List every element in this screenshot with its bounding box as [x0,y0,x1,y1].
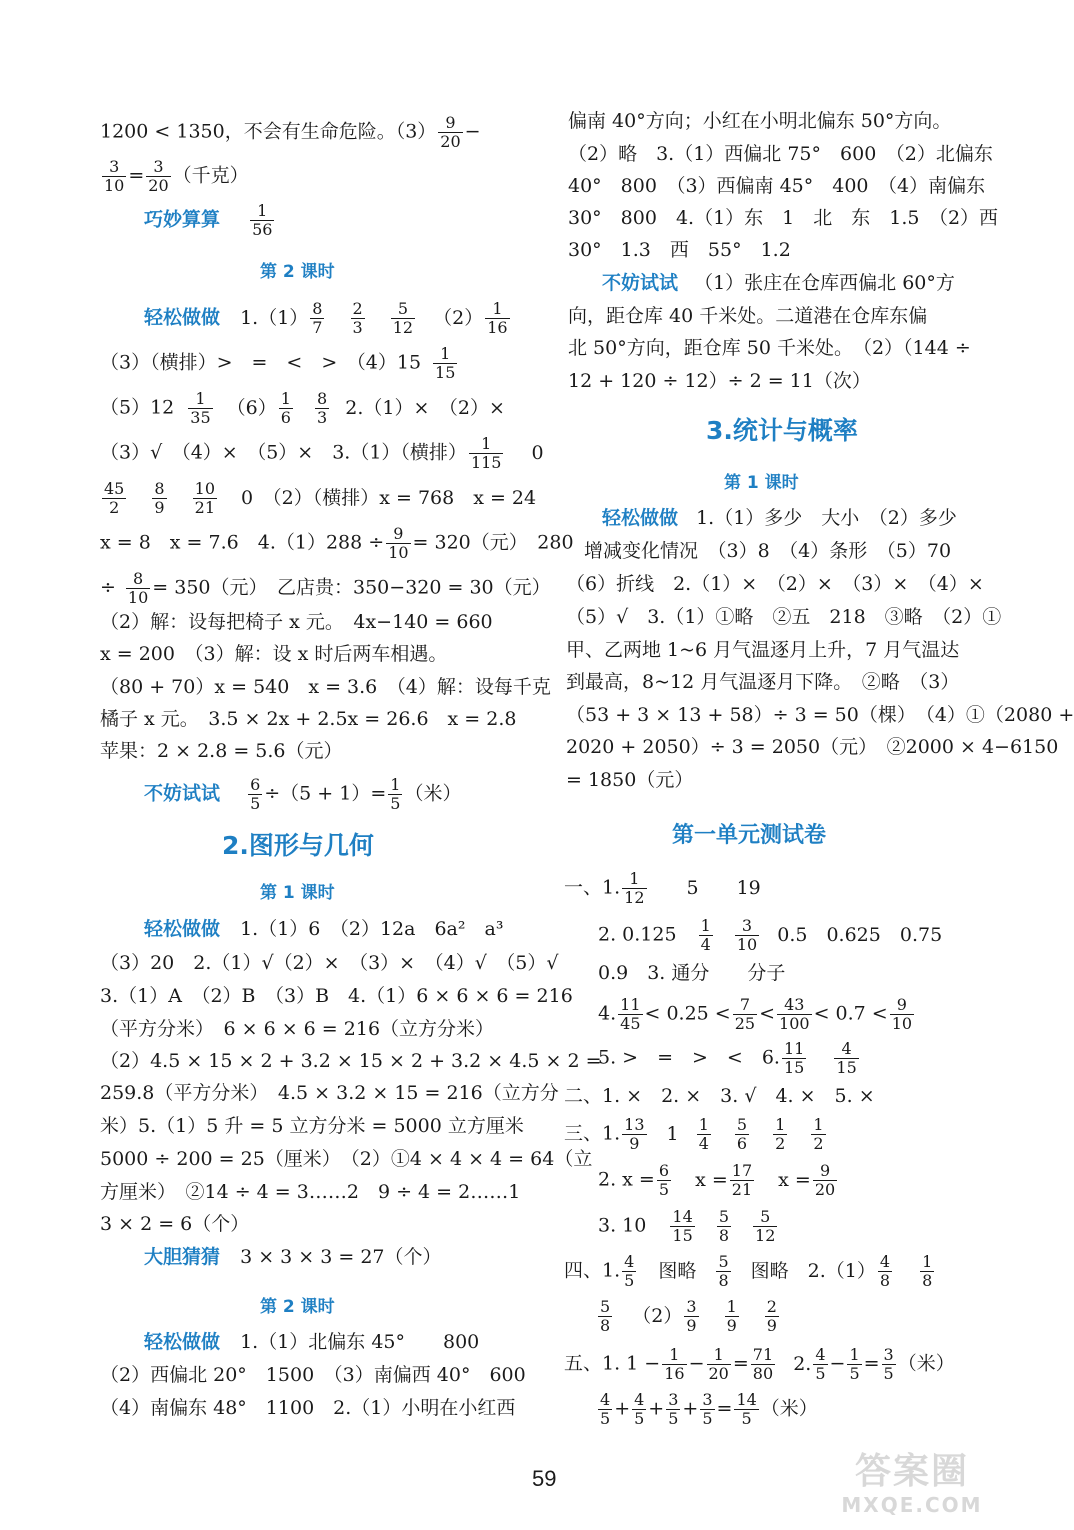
fraction: $\frac{3}{5}$ [668,1390,679,1428]
answer-line: （80 + 70）x = 540 x = 3.6 （4）解：设每千克 [100,676,551,698]
test-line: 四、1. $\frac{4}{5}$ 图略 $\frac{5}{8}$ 图略 2.（1） $\frac{4}{8}$ $\frac{1}{8}$ [564,1252,933,1290]
fraction: $\frac{4}{15}$ [836,1039,857,1077]
fraction: $\frac{8}{7}$ [312,299,323,337]
fraction: $\frac{5}{8}$ [718,1207,729,1245]
answer-line: （5）12 $\frac{1}{35}$ （6） $\frac{1}{6}$ $\frac{8}{3}$ 2.（1）× （2）× [100,389,505,427]
test-line: 3. 10 $\frac{14}{15}$ $\frac{5}{8}$ $\frac{5}{12}$ [598,1207,776,1245]
fraction: $\frac{1}{16}$ [664,1345,685,1383]
answer-line: （6）折线 2.（1）× （2）× （3）× （4）× [566,573,984,595]
answer-line: 轻松做做 1.（1）6 （2）12a 6a² a³ [144,918,504,940]
answer-line: （平方分米） 6 × 6 × 6 = 216（立方分米） [100,1018,495,1040]
fraction: $\frac{1}{115}$ [470,434,502,472]
fraction: $\frac{8}{10}$ [127,569,149,607]
fraction: $\frac{10}{21}$ [194,479,215,517]
fraction: $\frac{1}{4}$ [700,916,711,954]
answer-line: 40° 800 （3）西偏南 45° 400 （4）南偏东 [568,175,986,197]
fraction: $\frac{1}{12}$ [624,869,645,907]
fraction: $\frac{4}{8}$ [879,1252,891,1290]
answer-line: 3.（1）A （2）B （3）B 4.（1）6 × 6 × 6 = 216 [100,985,573,1007]
test-line: 三、1. $\frac{13}{9}$ 1 $\frac{1}{4}$ $\frac{5}{6}$ $\frac{1}{2}$ $\frac{1}{2}$ [564,1115,824,1153]
fraction: $\frac{1}{4}$ [698,1115,709,1153]
fraction: $\frac{3}{9}$ [686,1297,697,1335]
fraction: $\frac{8}{3}$ [317,389,328,427]
fraction: $\frac{5}{8}$ [600,1297,611,1335]
answer-line: 259.8（平方分米） 4.5 × 3.2 × 15 = 216（立方分 [100,1082,559,1104]
fraction: $\frac{3}{20}$ [148,157,169,195]
fraction: $\frac{14}{15}$ [672,1207,693,1245]
answer-line: = 1850（元） [566,769,694,791]
fraction: $\frac{17}{21}$ [731,1161,753,1199]
answer-line: 米）5.（1）5 升 = 5 立方分米 = 5000 立方厘米 [100,1115,524,1137]
fraction: $\frac{71}{80}$ [752,1345,774,1383]
test-line: 4. $\frac{11}{45}$ < 0.25 < $\frac{7}{25}$ < $\frac{43}{100}$ < 0.7 < $\frac{9}{10}$ [598,995,913,1033]
fraction: $\frac{1}{56}$ [252,201,273,239]
test-line: 二、1. × 2. × 3. √ 4. × 5. × [564,1085,875,1107]
answer-line: 到最高，8~12 月气温逐月下降。 ②略 （3） [566,671,960,693]
label-qmss: 巧妙算算 [144,208,221,231]
answer-line: 30° 1.3 西 55° 1.2 [568,239,791,261]
label-ddcc: 大胆猜猜 [144,1246,221,1268]
label-qszz: 轻松做做 [144,1331,221,1353]
fraction: $\frac{2}{9}$ [766,1297,777,1335]
answer-line: 向，距仓库 40 千米处。二道港在仓库东偏 [568,305,928,327]
fraction: $\frac{9}{10}$ [388,524,409,562]
label-qszz: 轻松做做 [144,306,221,329]
fraction: $\frac{1}{2}$ [813,1115,824,1153]
fraction: $\frac{5}{12}$ [755,1207,776,1245]
fraction: $\frac{1}{5}$ [390,775,401,813]
answer-line: $\frac{3}{10}$ = $\frac{3}{20}$ （千克） [104,157,249,195]
answer-line: 北 50°方向，距仓库 50 千米处。 （2）（144 ÷ [568,337,971,359]
fraction: $\frac{4}{5}$ [634,1390,645,1428]
answer-line: 轻松做做 1.（1）多少 大小 （2）多少 [602,507,957,529]
lesson-heading: 第 2 课时 [260,262,335,282]
answer-line: 轻松做做 1.（1）北偏东 45° 800 [144,1331,480,1353]
fraction: $\frac{4}{5}$ [624,1252,635,1290]
test-line: 0.9 3. 通分 分子 [598,962,786,984]
answer-line: 方厘米） ②14 ÷ 4 = 3……2 9 ÷ 4 = 2……1 [100,1181,521,1203]
fraction: $\frac{3}{5}$ [702,1390,713,1428]
fraction: $\frac{4}{5}$ [600,1390,611,1428]
label-qszz: 轻松做做 [602,507,679,529]
answer-line: 5000 ÷ 200 = 25（厘米） （2）①4 × 4 × 4 = 64（立 [100,1148,593,1170]
answer-line: x = 200 （3）解：设 x 时后两车相遇。 [100,643,448,665]
fraction: $\frac{1}{8}$ [922,1252,933,1290]
fraction: $\frac{1}{15}$ [435,344,456,382]
fraction: $\frac{4}{5}$ [815,1345,826,1383]
section-heading: 2.图形与几何 [222,831,374,860]
answer-line: 苹果：2 × 2.8 = 5.6（元） [100,740,343,762]
answer-line: x = 8 x = 7.6 4.（1）288 ÷ $\frac{9}{10}$ = 320（元） 280 [100,524,574,562]
fraction: $\frac{11}{45}$ [620,995,641,1033]
fraction: $\frac{13}{9}$ [624,1115,645,1153]
answer-line: 不妨试试 （1）张庄在仓库西偏北 60°方 [602,272,955,294]
label-qszz: 轻松做做 [144,918,221,940]
answer-line: （5）√ 3.（1）①略 ②五 218 ③略 （2）① [566,606,1002,628]
answer-line: （2）略 3.（1）西偏北 75° 600 （2）北偏东 [568,143,993,165]
test-line: $\frac{5}{8}$ （2） $\frac{3}{9}$ $\frac{1}{9}$ $\frac{2}{9}$ [600,1297,777,1335]
section-heading: 3.统计与概率 [706,416,858,445]
fraction: $\frac{6}{5}$ [658,1161,670,1199]
answer-line: 偏南 40°方向；小红在小明北偏东 50°方向。 [568,110,952,132]
test-heading: 第一单元测试卷 [672,823,827,848]
fraction: $\frac{3}{10}$ [736,916,758,954]
answer-line: （3）20 2.（1）√（2）× （3）× （4）√ （5）√ [100,952,559,974]
watermark-logo: 答案圈 MXQE.COM [841,1451,983,1517]
fraction: $\frac{3}{10}$ [104,157,125,195]
answer-line: 3 × 2 = 6（个） [100,1213,250,1235]
lesson-heading: 第 2 课时 [260,1297,335,1317]
fraction: $\frac{1}{35}$ [190,389,211,427]
fraction: $\frac{5}{8}$ [718,1252,729,1290]
test-line: 五、1. 1 − $\frac{1}{16}$ − $\frac{1}{20}$ = $\frac{71}{80}$ 2. $\frac{4}{5}$ − $\frac{1}{5}$ = $\frac{3}{5}$ （米） [564,1345,955,1383]
fraction: $\frac{5}{6}$ [736,1115,748,1153]
page-number: 59 [532,1466,557,1491]
test-line: 一、1. $\frac{1}{12}$ 5 19 [564,869,761,907]
answer-line: 不妨试试 $\frac{6}{5}$ ÷（5 + 1）= $\frac{1}{5}$ （米） [144,775,462,813]
fraction: $\frac{6}{5}$ [250,775,261,813]
label-bfss: 不妨试试 [602,272,679,294]
answer-line: （2）4.5 × 15 × 2 + 3.2 × 15 × 2 + 3.2 × 4.5 × 2 = [100,1050,602,1072]
answer-line: 大胆猜猜 3 × 3 × 3 = 27（个） [144,1246,442,1268]
answer-line: 甲、乙两地 1~6 月气温逐月上升，7 月气温达 [566,639,960,661]
fraction: $\frac{9}{20}$ [440,113,461,151]
answer-line: （3）（横排）> = < > （4）15 $\frac{1}{15}$ [100,344,456,382]
answer-line: 1200 < 1350，不会有生命危险。（3） $\frac{9}{20}$ − [100,113,481,151]
answer-line: 2020 + 2050）÷ 3 = 2050（元） ②2000 × 4−6150 [566,736,1059,758]
fraction: $\frac{1}{9}$ [726,1297,737,1335]
fraction: $\frac{5}{12}$ [392,299,414,337]
fraction: $\frac{9}{20}$ [814,1161,836,1199]
lesson-heading: 第 1 课时 [260,883,335,903]
answer-line: （53 + 3 × 13 + 58）÷ 3 = 50（棵） （4）①（2080 + [566,704,1074,726]
answer-line: （2）解：设每把椅子 x 元。 4x−140 = 660 [100,611,493,633]
test-line: 5. > = > < 6. $\frac{11}{15}$ $\frac{4}{15}$ [598,1039,857,1077]
test-line: 2. 0.125 $\frac{1}{4}$ $\frac{3}{10}$ 0.5 0.625 0.75 [598,916,943,954]
answer-line: ÷ $\frac{8}{10}$ = 350（元） 乙店贵：350−320 = 30（元） [100,569,551,607]
answer-line [144,202,276,239]
answer-line: 12 + 120 ÷ 12）÷ 2 = 11（次） [568,370,871,392]
fraction: $\frac{14}{5}$ [736,1390,757,1428]
fraction: $\frac{8}{9}$ [154,479,165,517]
answer-line: 轻松做做 1.（1） $\frac{8}{7}$ $\frac{2}{3}$ $\frac{5}{12}$ （2） $\frac{1}{16}$ [144,299,508,337]
fraction: $\frac{7}{25}$ [734,995,756,1033]
answer-line: 橘子 x 元。 3.5 × 2x + 2.5x = 26.6 x = 2.8 [100,708,517,730]
answer-line: （3）√ （4）× （5）× 3.（1）（横排） $\frac{1}{115}$ 0 [100,434,544,472]
fraction: $\frac{43}{100}$ [779,995,810,1033]
label-bfss: 不妨试试 [144,782,221,805]
fraction: $\frac{11}{15}$ [783,1039,805,1077]
fraction: $\frac{1}{2}$ [775,1115,786,1153]
fraction: $\frac{9}{10}$ [891,995,913,1033]
fraction: $\frac{1}{16}$ [487,299,508,337]
answer-line: 30° 800 4.（1）东 1 北 东 1.5 （2）西 [568,207,999,229]
fraction: $\frac{2}{3}$ [352,299,363,337]
lesson-heading: 第 1 课时 [724,473,799,493]
test-line: 2. x = $\frac{6}{5}$ x = $\frac{17}{21}$ x = $\frac{9}{20}$ [598,1161,836,1199]
fraction: $\frac{1}{5}$ [849,1345,860,1383]
answer-line: （4）南偏东 48° 1100 2.（1）小明在小红西 [100,1397,516,1419]
answer-line: $\frac{45}{2}$ $\frac{8}{9}$ $\frac{10}{21}$ 0 （2）（横排）x = 768 x = 24 [104,479,537,517]
fraction: $\frac{45}{2}$ [104,479,125,517]
answer-line: 增减变化情况 （3）8 （4）条形 （5）70 [584,540,952,562]
answer-line: （2）西偏北 20° 1500 （3）南偏西 40° 600 [100,1364,526,1386]
test-line: $\frac{4}{5}$ + $\frac{4}{5}$ + $\frac{3}{5}$ + $\frac{3}{5}$ = $\frac{14}{5}$ （米） [600,1390,818,1428]
fraction: $\frac{3}{5}$ [883,1345,894,1383]
fraction: $\frac{1}{6}$ [280,389,291,427]
fraction: $\frac{1}{20}$ [708,1345,729,1383]
